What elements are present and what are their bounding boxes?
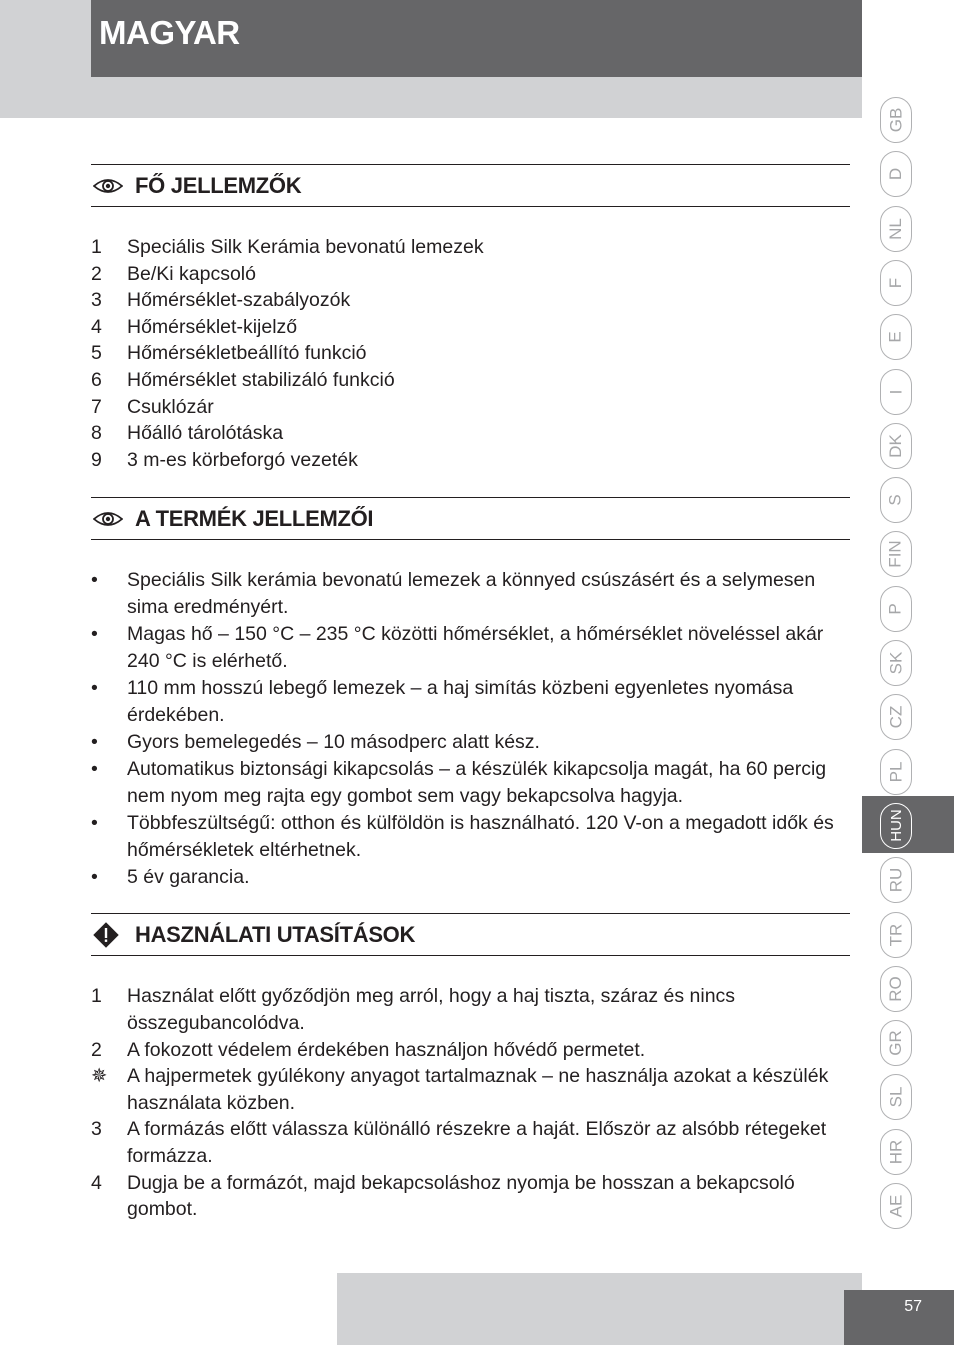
- page-number-box: [844, 1290, 954, 1345]
- language-tab-label: S: [886, 494, 905, 506]
- language-tab-ru[interactable]: [880, 857, 912, 903]
- language-tab-ae[interactable]: [880, 1183, 912, 1229]
- list-item: 4 Dugja be a formázót, majd bekapcsoláshoz nyomja be hosszan a bekapcsoló gombot.: [91, 1171, 795, 1221]
- section-title: A TERMÉK JELLEMZŐI: [135, 505, 374, 531]
- list-item: 2 Be/Ki kapcsoló: [91, 262, 256, 285]
- language-tab-sk[interactable]: [880, 640, 912, 686]
- language-tab-label: DK: [886, 433, 905, 458]
- language-tab-ro[interactable]: [880, 966, 912, 1012]
- section-title: FŐ JELLEMZŐK: [135, 172, 302, 198]
- language-tab-label: RU: [886, 867, 905, 893]
- language-tab-pl[interactable]: [880, 749, 912, 795]
- list-item: 4 Hőmérséklet-kijelző: [91, 315, 298, 338]
- page-number: 57: [904, 1298, 922, 1315]
- caution-icon: ✵: [91, 1065, 108, 1088]
- section-heading-main-features: [91, 164, 850, 207]
- language-tab-fin[interactable]: [880, 531, 912, 577]
- language-tab-label: P: [886, 603, 905, 615]
- language-tab-label: GB: [886, 107, 905, 133]
- list-item: 5 Hőmérsékletbeállító funkció: [91, 342, 367, 365]
- section-title: HASZNÁLATI UTASÍTÁSOK: [135, 921, 416, 947]
- section-heading-product-features: [91, 497, 850, 540]
- list-item: • 110 mm hosszú lebegő lemezek – a haj simítás közbeni egyenletes nyomása érdekében.: [91, 677, 794, 727]
- list-item: • Magas hő – 150 °C – 235 °C közötti hőmérséklet, a hőmérséklet növeléssel akár 240 °C is elérhető.: [91, 623, 824, 673]
- bottom-margin: [0, 1273, 337, 1345]
- list-item: 1 Speciális Silk Kerámia bevonatú lemezek: [91, 236, 484, 258]
- language-tab-nl[interactable]: [880, 206, 912, 252]
- language-tab-tr[interactable]: [880, 912, 912, 958]
- section-heading-instructions: [91, 913, 850, 956]
- language-tab-label: AE: [886, 1194, 905, 1218]
- list-item: 2 A fokozott védelem érdekében használjon hővédő permetet.: [91, 1038, 646, 1061]
- language-tab-label: SK: [886, 651, 905, 675]
- language-tab-gr[interactable]: [880, 1020, 912, 1066]
- language-tab-hr[interactable]: [880, 1129, 912, 1175]
- language-tab-dk[interactable]: [880, 423, 912, 469]
- language-tab-label: PL: [885, 761, 905, 782]
- language-tab-i[interactable]: [880, 369, 912, 415]
- language-tab-d[interactable]: [880, 151, 912, 197]
- list-item: 7 Csuklózár: [91, 395, 214, 418]
- language-tab-label: D: [886, 168, 905, 181]
- list-item: 1 Használat előtt győződjön meg arról, hogy a haj tiszta, száraz és nincs összegubancolódva.: [91, 985, 736, 1034]
- list-item: • Többfeszültségű: otthon és külföldön is használható. 120 V-on a megadott idők és hőmérsékletek eltérhetnek.: [91, 812, 834, 862]
- language-tab-hun[interactable]: [880, 803, 912, 849]
- list-item: 6 Hőmérséklet stabilizáló funkció: [91, 368, 395, 391]
- language-tab-label: F: [885, 277, 905, 289]
- language-tab-label: NL: [885, 217, 905, 240]
- list-item: • Automatikus biztonsági kikapcsolás – a készülék kikapcsolja magát, ha 60 percig nem nyom meg rajta egy gombot sem vagy bekapcsolva hagyja.: [91, 758, 827, 808]
- language-tab-label: I: [885, 389, 905, 394]
- list-item: • Speciális Silk kerámia bevonatú lemezek a könnyed csúszásért és a selymesen sima eredményért.: [91, 569, 816, 619]
- language-tab-p[interactable]: [880, 586, 912, 632]
- language-tab-label: SL: [885, 1086, 905, 1108]
- list-item: ✵ A hajpermetek gyúlékony anyagot tartalmaznak – ne használja azokat a készülék használata közben.: [91, 1063, 850, 1116]
- language-tab-f[interactable]: [880, 260, 912, 306]
- product-features-list: [91, 567, 850, 891]
- list-item: • Gyors bemelegedés – 10 másodperc alatt kész.: [91, 731, 540, 754]
- list-item: 9 3 m-es körbeforgó vezeték: [91, 448, 358, 471]
- language-tab-label: GR: [886, 1030, 905, 1056]
- language-tab-label: TR: [885, 923, 905, 946]
- language-tab-gb[interactable]: [880, 97, 912, 143]
- language-tab-label: HUN: [887, 809, 905, 843]
- language-tab-label: CZ: [885, 705, 905, 729]
- warning-icon: [93, 924, 125, 946]
- features-list: [91, 234, 850, 473]
- manual-content: [91, 164, 850, 1223]
- instructions-list: [91, 983, 850, 1222]
- list-item: • 5 év garancia.: [91, 866, 250, 889]
- language-tab-s[interactable]: [880, 477, 912, 523]
- language-tab-label: E: [886, 331, 905, 343]
- eye-icon: [93, 508, 125, 530]
- language-tab-e[interactable]: [880, 314, 912, 360]
- language-tab-cz[interactable]: [880, 694, 912, 740]
- list-item: 8 Hőálló tárolótáska: [91, 422, 284, 445]
- header-bar: [91, 0, 862, 77]
- list-item: 3 Hőmérséklet-szabályozók: [91, 289, 351, 312]
- page-title: MAGYAR: [99, 14, 240, 51]
- list-item: 3 A formázás előtt válassza különálló részekre a haját. Először az alsóbb rétegeket formázza.: [91, 1118, 827, 1167]
- language-tab-label: FIN: [885, 540, 905, 569]
- language-tab-sl[interactable]: [880, 1074, 912, 1120]
- language-tab-label: HR: [886, 1139, 905, 1164]
- language-tab-label: RO: [886, 976, 905, 1002]
- eye-icon: [93, 175, 125, 197]
